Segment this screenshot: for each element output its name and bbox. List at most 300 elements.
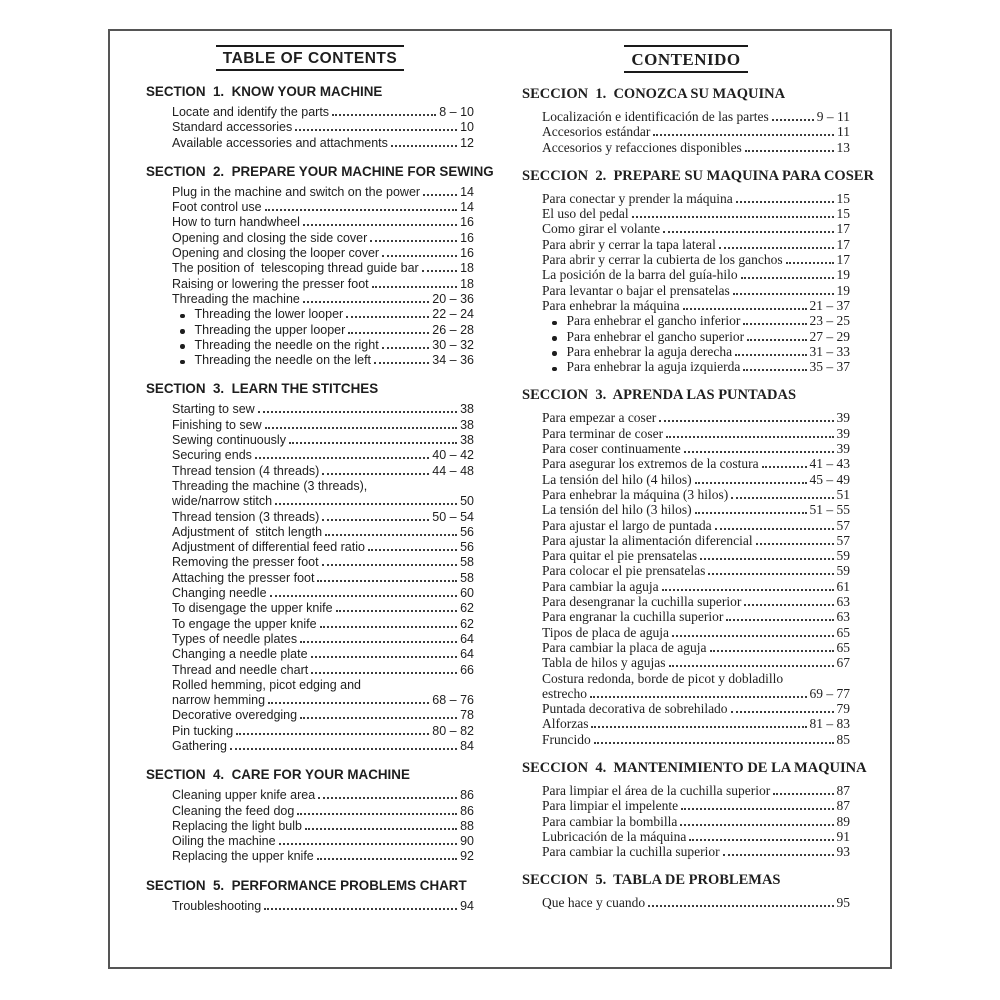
page-number: 92 xyxy=(460,849,474,864)
toc-entry xyxy=(146,402,474,417)
entry-label: Localización e identificación de las partes xyxy=(542,109,769,124)
dot-leader xyxy=(672,635,834,637)
toc-entry xyxy=(146,834,474,849)
toc-section xyxy=(522,872,850,910)
toc-entry xyxy=(146,788,474,803)
dot-leader xyxy=(300,641,457,643)
dot-leader xyxy=(786,262,834,264)
entry-label: Fruncido xyxy=(542,731,591,747)
entry-label: Tabla de hilos y agujas xyxy=(542,655,666,671)
entry-label: Decorative overedging xyxy=(172,708,298,723)
entry-label: Tipos de placa de aguja xyxy=(542,624,669,640)
toc-entry xyxy=(522,206,850,221)
dot-leader xyxy=(653,134,834,136)
section-heading: SECCION 4. MANTENIMIENTO DE LA MAQUINA xyxy=(522,759,867,776)
bullet-icon xyxy=(180,329,185,334)
entry-label: Sewing continuously xyxy=(172,433,286,448)
dot-leader xyxy=(423,194,457,196)
dot-leader xyxy=(744,604,833,606)
toc-entry xyxy=(146,555,474,570)
dot-leader xyxy=(382,255,457,257)
section-heading: SECTION 3. LEARN THE STITCHES xyxy=(146,381,379,397)
entry-label: How to turn handwheel xyxy=(172,215,300,230)
dot-leader xyxy=(322,473,429,475)
entry-label: Para coser continuamente xyxy=(542,441,681,457)
dot-leader xyxy=(666,436,833,438)
page-number: 34 – 36 xyxy=(432,353,474,368)
page-number: 13 xyxy=(836,139,850,155)
entry-label: Para limpiar el área de la cuchilla superior xyxy=(542,782,771,798)
toc-entry xyxy=(522,732,850,747)
dot-leader xyxy=(632,216,834,218)
toc-entry xyxy=(146,849,474,864)
page-number: 18 xyxy=(460,276,474,291)
dot-leader xyxy=(317,580,457,582)
dot-leader xyxy=(318,797,457,799)
bullet-icon xyxy=(552,367,557,372)
toc-entry xyxy=(146,724,474,739)
dot-leader xyxy=(594,742,834,744)
page-number: 19 xyxy=(836,267,850,283)
page-number: 64 xyxy=(460,631,474,646)
entry-label: To engage the upper knife xyxy=(172,616,317,631)
dot-leader xyxy=(255,457,429,459)
toc-entry xyxy=(146,246,474,261)
entry-label: Standard accessories xyxy=(172,120,293,135)
entry-label: Adjustment of differential feed ratio xyxy=(172,540,365,555)
dot-leader xyxy=(346,316,429,318)
toc-entry xyxy=(522,267,850,282)
dot-leader xyxy=(683,308,807,310)
entry-label: Para enhebrar la aguja derecha xyxy=(566,343,733,359)
entry-label: Starting to sew xyxy=(172,402,255,417)
dot-leader xyxy=(710,650,834,652)
toc-entry xyxy=(522,895,850,910)
entry-label: Alforzas xyxy=(542,716,589,732)
toc-entry xyxy=(146,136,474,151)
page-number: 85 xyxy=(836,731,850,747)
toc-entry xyxy=(522,344,850,359)
page-number: 26 – 28 xyxy=(432,322,474,337)
dot-leader xyxy=(680,824,833,826)
page-number: 8 – 10 xyxy=(439,105,474,119)
dot-leader xyxy=(663,231,833,233)
entry-label: Para enhebrar el gancho superior xyxy=(566,328,745,344)
dot-leader xyxy=(731,711,834,713)
dot-leader xyxy=(695,512,807,514)
dot-leader xyxy=(279,843,458,845)
page-number: 89 xyxy=(836,813,850,829)
entry-label: Replacing the upper knife xyxy=(172,849,314,864)
page-number: 38 xyxy=(460,417,474,432)
toc-entry xyxy=(146,448,474,463)
dot-leader xyxy=(391,145,457,147)
toc-entry xyxy=(146,819,474,834)
entry-label: Que hace y cuando xyxy=(542,895,646,911)
dot-leader xyxy=(733,293,834,295)
dot-leader xyxy=(731,497,833,499)
dot-leader xyxy=(275,503,457,505)
entry-label: Para cambiar la cuchilla superior xyxy=(542,844,720,860)
entry-label: Replacing the light bulb xyxy=(172,818,302,833)
entry-label: Thread tension (4 threads) xyxy=(172,463,320,478)
toc-entry xyxy=(146,231,474,246)
dot-leader xyxy=(762,466,807,468)
entry-label: Para abrir y cerrar la cubierta de los ganchos xyxy=(542,252,783,268)
entry-label: Costura redonda, borde de picot y dobladillo xyxy=(542,670,784,686)
toc-entry xyxy=(522,814,850,829)
page-number: 45 – 49 xyxy=(809,471,850,487)
entry-label: Gathering xyxy=(172,738,227,753)
page-number: 58 xyxy=(460,555,474,570)
dot-leader xyxy=(372,286,457,288)
page-number: 21 – 37 xyxy=(809,297,850,313)
dot-leader xyxy=(368,549,457,551)
toc-entry xyxy=(522,221,850,236)
page-number: 56 xyxy=(460,524,474,539)
dot-leader xyxy=(695,482,807,484)
toc-entry xyxy=(146,739,474,754)
toc-entry xyxy=(522,109,850,124)
dot-leader xyxy=(590,696,807,698)
page-number: 62 xyxy=(460,616,474,631)
toc-section xyxy=(522,759,867,860)
page-number: 80 – 82 xyxy=(432,723,474,738)
toc-title-wrap-spanish xyxy=(522,45,850,73)
entry-label: Available accessories and attachments xyxy=(172,135,388,150)
page-number: 60 xyxy=(460,586,474,601)
dot-leader xyxy=(735,354,806,356)
page-number: 16 xyxy=(460,230,474,245)
page-number: 87 xyxy=(836,798,850,814)
entry-label: Adjustment of stitch length xyxy=(172,524,323,539)
dot-leader xyxy=(264,908,457,910)
entry-label: Para empezar a coser xyxy=(542,410,657,426)
entry-label: Threading the lower looper xyxy=(194,307,344,322)
page-number: 90 xyxy=(460,834,474,849)
page-number: 59 xyxy=(836,563,850,579)
entry-label: Para enhebrar la aguja izquierda xyxy=(566,359,741,375)
toc-entry xyxy=(146,804,474,819)
toc-entry xyxy=(146,586,474,601)
entry-label: Foot control use xyxy=(172,200,262,215)
page-number: 23 – 25 xyxy=(809,313,850,329)
bullet-icon xyxy=(552,321,557,326)
dot-leader xyxy=(669,665,834,667)
bullet-icon xyxy=(552,336,557,341)
toc-entry xyxy=(522,548,850,563)
entry-label: Threading the needle on the left xyxy=(194,353,372,368)
toc-entry xyxy=(146,617,474,632)
page-number: 86 xyxy=(460,803,474,818)
entry-label: Thread tension (3 threads) xyxy=(172,509,320,524)
entry-label: Cleaning upper knife area xyxy=(172,788,316,803)
toc-entry xyxy=(522,140,850,155)
page-number: 9 – 11 xyxy=(816,109,850,124)
page-number: 10 xyxy=(460,120,474,135)
dot-leader xyxy=(422,270,457,272)
entry-label: Para levantar o bajar el prensatelas xyxy=(542,282,730,298)
entry-label: Opening and closing the looper cover xyxy=(172,246,380,261)
page-number: 17 xyxy=(836,236,850,252)
toc-entry xyxy=(522,594,850,609)
page-number: 11 xyxy=(837,124,850,140)
entry-label: Para ajustar la alimentación diferencial xyxy=(542,532,753,548)
toc-entry xyxy=(146,693,474,708)
toc-entry xyxy=(522,191,850,206)
toc-section xyxy=(146,878,474,914)
dot-leader xyxy=(317,858,457,860)
toc-entry xyxy=(522,237,850,252)
dot-leader xyxy=(325,534,457,536)
toc-entry xyxy=(522,640,850,655)
toc-entry xyxy=(146,433,474,448)
dot-leader xyxy=(311,672,457,674)
toc-entry xyxy=(146,494,474,509)
section-heading: SECTION 1. KNOW YOUR MACHINE xyxy=(146,84,383,99)
dot-leader xyxy=(374,362,429,364)
page-number: 41 – 43 xyxy=(809,456,850,472)
page-number: 78 xyxy=(460,708,474,723)
page-number: 62 xyxy=(460,601,474,616)
entry-label: Opening and closing the side cover xyxy=(172,230,368,245)
page-number: 79 xyxy=(836,701,850,717)
entry-label: Changing a needle plate xyxy=(172,647,308,662)
toc-entry xyxy=(522,671,850,686)
page-number: 22 – 24 xyxy=(432,307,474,322)
entry-label: Accesorios y refacciones disponibles xyxy=(542,139,742,155)
page-number: 51 – 55 xyxy=(809,502,850,518)
bullet-icon xyxy=(180,344,185,349)
dot-leader xyxy=(743,323,806,325)
entry-label: Para ajustar el largo de puntada xyxy=(542,517,712,533)
entry-label: Para cambiar la placa de aguja xyxy=(542,639,707,655)
page-number: 39 xyxy=(836,441,850,457)
toc-entry xyxy=(146,105,474,120)
toc-entry xyxy=(522,124,850,139)
page-number: 15 xyxy=(836,206,850,222)
page-number: 61 xyxy=(836,578,850,594)
page-number: 81 – 83 xyxy=(809,716,850,732)
entry-label: estrecho xyxy=(542,685,587,701)
entry-label: Changing needle xyxy=(172,586,267,601)
toc-entry xyxy=(522,502,850,517)
toc-column-spanish xyxy=(522,45,874,967)
entry-label: Threading the needle on the right xyxy=(194,337,379,352)
page-number: 93 xyxy=(836,844,850,860)
page-number: 14 xyxy=(460,184,474,199)
entry-label: Para enhebrar el gancho inferior xyxy=(566,313,741,329)
dot-leader xyxy=(297,813,457,815)
page-number: 20 – 36 xyxy=(432,291,474,306)
page-number: 67 xyxy=(836,655,850,671)
toc-entry xyxy=(146,601,474,616)
entry-label: Para enhebrar la máquina (3 hilos) xyxy=(542,486,729,502)
dot-leader xyxy=(689,839,833,841)
dot-leader xyxy=(743,369,806,371)
dot-leader xyxy=(230,748,457,750)
page-number: 38 xyxy=(460,433,474,448)
page-number: 35 – 37 xyxy=(809,359,850,375)
toc-entry xyxy=(522,701,850,716)
dot-leader xyxy=(591,726,806,728)
dot-leader xyxy=(741,277,834,279)
page-number: 94 xyxy=(460,898,474,913)
dot-leader xyxy=(715,528,834,530)
toc-title-wrap-english xyxy=(146,45,474,71)
toc-entry xyxy=(522,579,850,594)
toc-entry xyxy=(522,456,850,471)
dot-leader xyxy=(723,854,834,856)
dot-leader xyxy=(719,247,834,249)
page-number: 63 xyxy=(836,609,850,625)
dot-leader xyxy=(370,240,457,242)
dot-leader xyxy=(311,656,458,658)
entry-label: Rolled hemming, picot edging and xyxy=(172,677,362,692)
entry-label: Lubricación de la máquina xyxy=(542,828,687,844)
entry-label: Como girar el volante xyxy=(542,221,661,237)
page-number: 68 – 76 xyxy=(432,693,474,708)
entry-label: Locate and identify the parts xyxy=(172,105,330,119)
toc-entry xyxy=(522,252,850,267)
entry-label: Puntada decorativa de sobrehilado xyxy=(542,701,728,717)
toc-entry xyxy=(146,647,474,662)
entry-label: Para desengranar la cuchilla superior xyxy=(542,594,742,610)
dot-leader xyxy=(332,114,436,116)
entry-label: Threading the upper looper xyxy=(194,322,346,337)
dot-leader xyxy=(295,129,457,131)
page-number: 86 xyxy=(460,788,474,803)
page-number: 56 xyxy=(460,540,474,555)
toc-column-english xyxy=(146,45,494,967)
dot-leader xyxy=(289,442,457,444)
entry-label: Para abrir y cerrar la tapa lateral xyxy=(542,236,716,252)
page-number: 12 xyxy=(460,135,474,150)
toc-entry xyxy=(522,609,850,624)
toc-section xyxy=(522,387,850,747)
page-number: 17 xyxy=(836,221,850,237)
dot-leader xyxy=(756,543,834,545)
page-number: 59 xyxy=(836,548,850,564)
toc-entry xyxy=(146,277,474,292)
toc-section xyxy=(522,167,874,375)
bullet-icon xyxy=(180,314,185,319)
toc-entry xyxy=(522,783,850,798)
entry-label: Securing ends xyxy=(172,448,252,463)
entry-label: Para colocar el pie prensatelas xyxy=(542,563,706,579)
entry-label: Plug in the machine and switch on the power xyxy=(172,184,421,199)
page-number: 50 – 54 xyxy=(432,509,474,524)
toc-entry xyxy=(146,215,474,230)
page-number: 88 xyxy=(460,818,474,833)
toc-entry xyxy=(146,307,474,322)
dot-leader xyxy=(772,119,814,121)
page-number: 87 xyxy=(836,782,850,798)
toc-entry xyxy=(522,625,850,640)
page-number: 65 xyxy=(836,624,850,640)
dot-leader xyxy=(681,808,833,810)
dot-leader xyxy=(236,733,429,735)
toc-entry xyxy=(146,510,474,525)
section-heading: SECTION 5. PERFORMANCE PROBLEMS CHART xyxy=(146,877,467,893)
toc-entry xyxy=(522,716,850,731)
toc-title-spanish: CONTENIDO xyxy=(624,45,747,73)
toc-section xyxy=(146,767,474,864)
page-number: 27 – 29 xyxy=(809,328,850,344)
page-number: 16 xyxy=(460,215,474,230)
entry-label: Para enhebrar la máquina xyxy=(542,297,680,313)
page-number: 14 xyxy=(460,200,474,215)
dot-leader xyxy=(708,573,833,575)
dot-leader xyxy=(382,347,430,349)
toc-entry xyxy=(146,200,474,215)
dot-leader xyxy=(265,209,457,211)
entry-label: Removing the presser foot xyxy=(172,555,319,570)
section-heading: SECTION 2. PREPARE YOUR MACHINE FOR SEWING xyxy=(146,163,494,179)
page-number: 17 xyxy=(836,252,850,268)
dot-leader xyxy=(303,224,457,226)
toc-entry xyxy=(522,426,850,441)
page-number: 66 xyxy=(460,662,474,677)
page-number: 30 – 32 xyxy=(432,337,474,352)
page-number: 91 xyxy=(836,828,850,844)
toc-entry xyxy=(522,441,850,456)
dot-leader xyxy=(773,793,833,795)
toc-entry xyxy=(146,338,474,353)
toc-entry xyxy=(146,632,474,647)
entry-label: Types of needle plates xyxy=(172,631,298,646)
toc-entry xyxy=(522,533,850,548)
page-number: 95 xyxy=(836,895,850,911)
toc-entry xyxy=(146,261,474,276)
page-number: 63 xyxy=(836,594,850,610)
dot-leader xyxy=(265,427,457,429)
bullet-icon xyxy=(180,360,185,365)
entry-label: La tensión del hilo (3 hilos) xyxy=(542,502,692,518)
toc-entry xyxy=(522,410,850,425)
page-number: 31 – 33 xyxy=(809,343,850,359)
section-heading: SECCION 2. PREPARE SU MAQUINA PARA COSER xyxy=(522,167,874,184)
toc-title-english: TABLE OF CONTENTS xyxy=(216,45,404,71)
toc-section xyxy=(522,86,850,155)
dot-leader xyxy=(747,339,806,341)
toc-entry xyxy=(146,120,474,135)
entry-label: Pin tucking xyxy=(172,723,234,738)
page-number: 44 – 48 xyxy=(432,463,474,478)
section-heading: SECCION 1. CONOZCA SU MAQUINA xyxy=(522,86,786,102)
page-number: 84 xyxy=(460,738,474,753)
toc-entry xyxy=(146,323,474,338)
entry-label: To disengage the upper knife xyxy=(172,601,333,616)
toc-entry xyxy=(522,844,850,859)
entry-label: Troubleshooting xyxy=(172,898,262,913)
page-number: 39 xyxy=(836,425,850,441)
entry-label: wide/narrow stitch xyxy=(172,494,273,509)
dot-leader xyxy=(745,150,834,152)
toc-entry xyxy=(522,563,850,578)
page-number: 16 xyxy=(460,246,474,261)
entry-label: Para engranar la cuchilla superior xyxy=(542,609,724,625)
toc-entry xyxy=(146,418,474,433)
toc-entry xyxy=(146,663,474,678)
dot-leader xyxy=(305,828,457,830)
toc-section xyxy=(146,381,474,754)
entry-label: Threading the machine xyxy=(172,291,300,306)
dot-leader xyxy=(320,626,458,628)
page-number: 40 – 42 xyxy=(432,448,474,463)
manual-page xyxy=(108,29,892,969)
toc-section xyxy=(146,84,474,151)
